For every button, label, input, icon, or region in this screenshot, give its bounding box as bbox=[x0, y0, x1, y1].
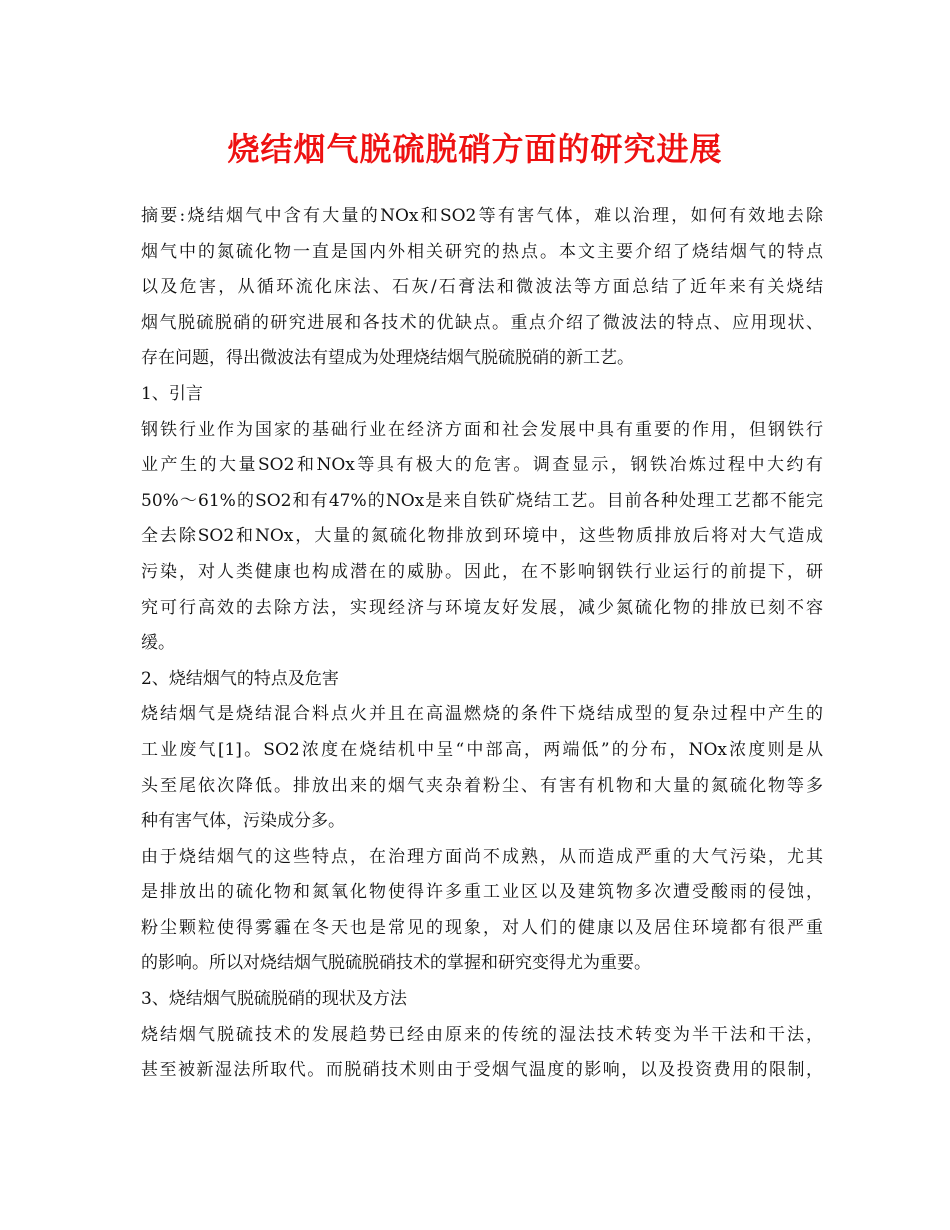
body-line: 是排放出的硫化物和氮氧化物使得许多重工业区以及建筑物多次遭受酸雨的侵蚀， bbox=[141, 882, 823, 903]
body-line: 烧结烟气脱硫技术的发展趋势已经由原来的传统的湿法技术转变为半干法和干法， bbox=[141, 1024, 823, 1045]
body-line: 以及危害，从循环流化床法、石灰/石膏法和微波法等方面总结了近年来有关烧结 bbox=[141, 277, 823, 298]
body-line: 由于烧结烟气的这些特点，在治理方面尚不成熟，从而造成严重的大气污染，尤其 bbox=[141, 846, 823, 867]
body-line: 1、引言 bbox=[141, 383, 203, 404]
body-line: 工业废气[1]。SO2浓度在烧结机中呈“中部高，两端低”的分布，NOx浓度则是从 bbox=[141, 739, 823, 760]
body-line: 烟气中的氮硫化物一直是国内外相关研究的热点。本文主要介绍了烧结烟气的特点 bbox=[141, 241, 823, 262]
body-line: 种有害气体，污染成分多。 bbox=[141, 811, 345, 832]
body-line: 3、烧结烟气脱硫脱硝的现状及方法 bbox=[141, 989, 407, 1010]
document-body bbox=[141, 199, 823, 1089]
document-title: 烧结烟气脱硫脱硝方面的研究进展 bbox=[227, 130, 723, 168]
body-line: 甚至被新湿法所取代。而脱硝技术则由于受烟气温度的影响，以及投资费用的限制， bbox=[141, 1060, 823, 1081]
body-line: 50%～61%的SO2和有47%的NOx是来自铁矿烧结工艺。目前各种处理工艺都不能完 bbox=[141, 490, 823, 511]
body-line: 摘要:烧结烟气中含有大量的NOx和SO2等有害气体，难以治理，如何有效地去除 bbox=[141, 206, 823, 226]
body-line: 存在问题，得出微波法有望成为处理烧结烟气脱硫脱硝的新工艺。 bbox=[141, 348, 634, 369]
body-line: 2、烧结烟气的特点及危害 bbox=[141, 668, 339, 689]
body-line: 缓。 bbox=[141, 633, 175, 654]
body-line: 究可行高效的去除方法，实现经济与环境友好发展，减少氮硫化物的排放已刻不容 bbox=[141, 597, 823, 618]
body-line: 全去除SO2和NOx，大量的氮硫化物排放到环境中，这些物质排放后将对大气造成 bbox=[141, 526, 823, 547]
body-line: 的影响。所以对烧结烟气脱硫脱硝技术的掌握和研究变得尤为重要。 bbox=[141, 953, 651, 974]
body-line: 烟气脱硫脱硝的研究进展和各技术的优缺点。重点介绍了微波法的特点、应用现状、 bbox=[141, 312, 823, 333]
body-line: 粉尘颗粒使得雾霾在冬天也是常见的现象，对人们的健康以及居住环境都有很严重 bbox=[141, 917, 823, 938]
body-line: 烧结烟气是烧结混合料点火并且在高温燃烧的条件下烧结成型的复杂过程中产生的 bbox=[141, 704, 823, 725]
body-line: 污染，对人类健康也构成潜在的威胁。因此，在不影响钢铁行业运行的前提下，研 bbox=[141, 561, 823, 582]
body-line: 头至尾依次降低。排放出来的烟气夹杂着粉尘、有害有机物和大量的氮硫化物等多 bbox=[141, 775, 823, 796]
body-line: 钢铁行业作为国家的基础行业在经济方面和社会发展中具有重要的作用，但钢铁行 bbox=[141, 419, 823, 440]
body-line: 业产生的大量SO2和NOx等具有极大的危害。调查显示，钢铁冶炼过程中大约有 bbox=[141, 455, 823, 476]
